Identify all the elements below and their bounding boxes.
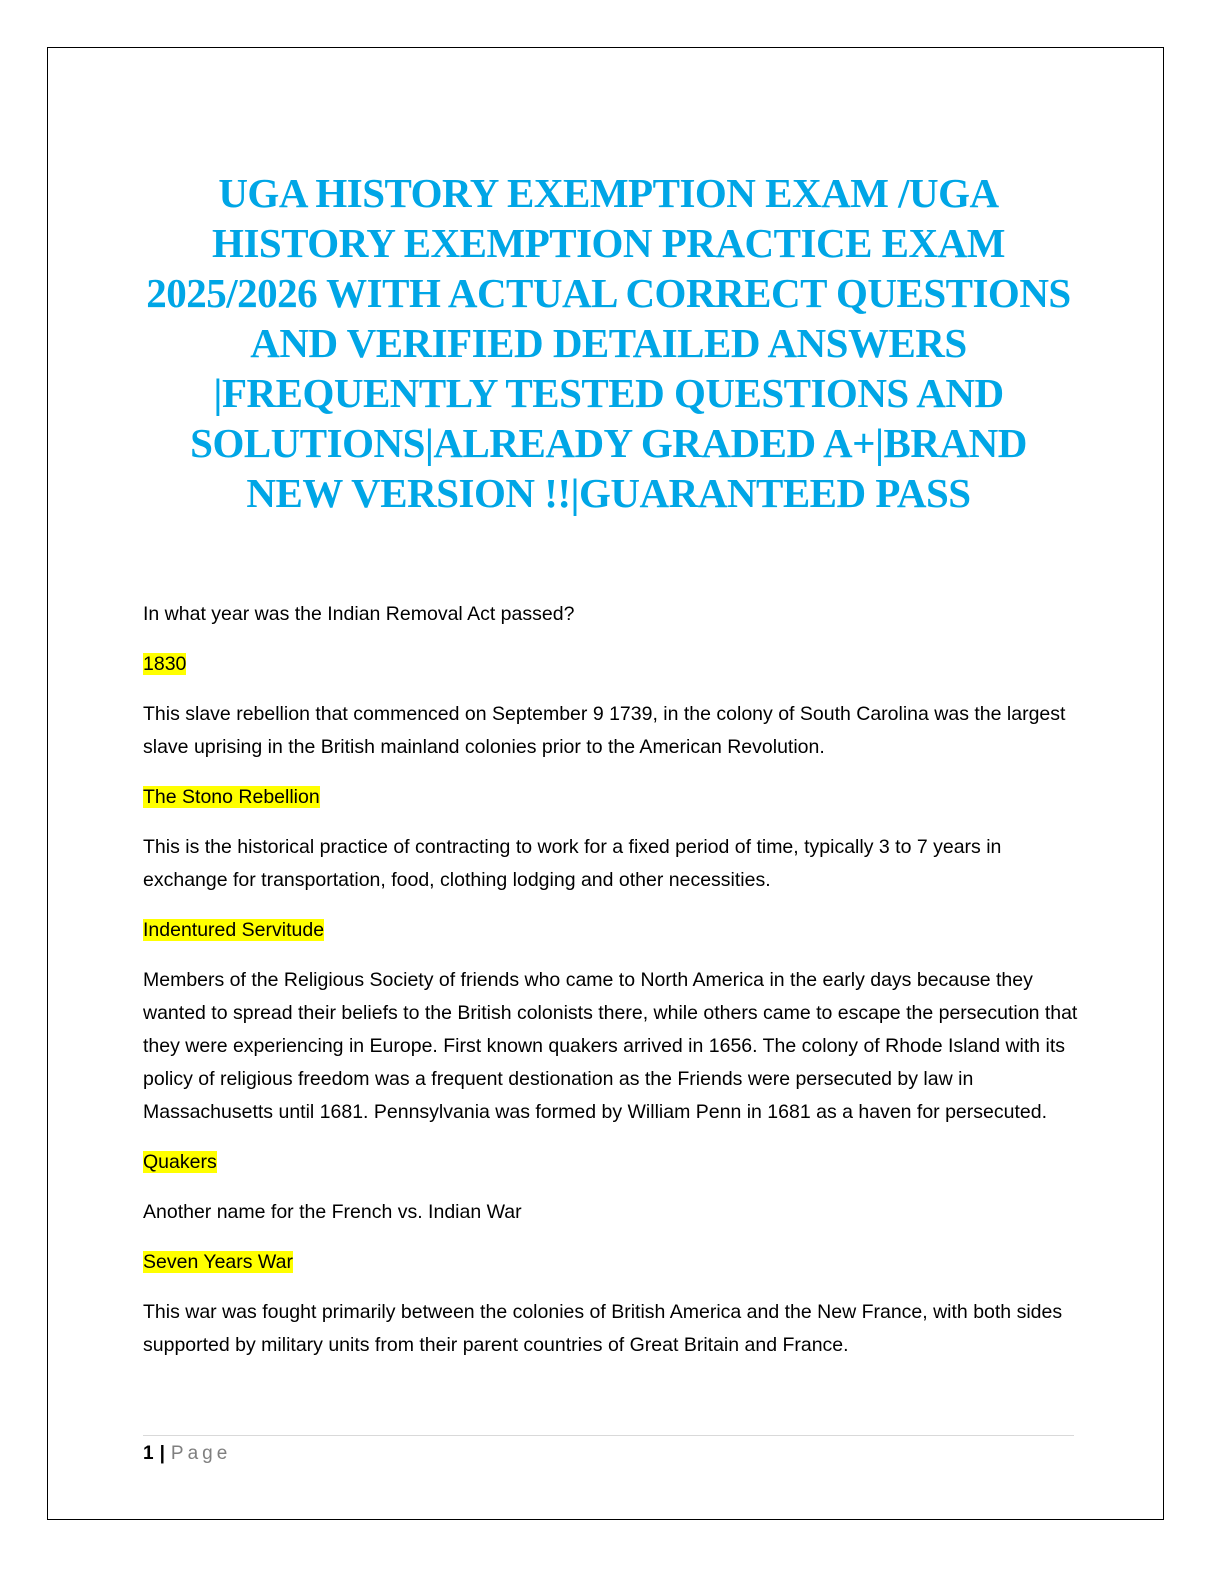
page-footer [143, 1441, 231, 1467]
page-number: 1 [143, 1443, 154, 1464]
question-text: This slave rebellion that commenced on September 9 1739, in the colony of South Carolina was the largest slave uprising in the British mainland colonies prior to the American Revolution. [143, 703, 1066, 758]
answer-highlight: The Stono Rebellion [143, 786, 320, 808]
question-text: Another name for the French vs. Indian War [143, 1201, 522, 1223]
question-text: In what year was the Indian Removal Act passed? [143, 603, 575, 625]
page-label: Page [170, 1443, 232, 1464]
document-title: UGA HISTORY EXEMPTION EXAM /UGA HISTORY EXEMPTION PRACTICE EXAM 2025/2026 WITH ACTUAL CORRECT QUESTIONS AND VERIFIED DETAILED ANSWERS |FREQUENTLY TESTED QUESTIONS AND SOLUTIONS|ALREADY GRADED A+|BRAND NEW VERSION !!|GUARANTEED PASS [146, 170, 1071, 516]
footer-separator: | [159, 1443, 165, 1464]
question-text: Members of the Religious Society of friends who came to North America in the early days because they wanted to spread their beliefs to the British colonists there, while others came to escape the persecution that they were experiencing in Europe. First known quakers arrived in 1656. The colony of Rhode Island with its policy of religious freedom was a frequent destionation as the Friends were persecuted by law in Massachusetts until 1681. Pennsylvania was formed by William Penn in 1681 as a haven for persecuted. [143, 969, 1078, 1123]
answer-highlight: 1830 [143, 653, 187, 675]
answer-text [143, 914, 1078, 947]
answer-text [143, 1246, 1078, 1279]
answer-highlight: Quakers [143, 1151, 217, 1173]
footer-divider [143, 1435, 1074, 1436]
answer-highlight: Indentured Servitude [143, 919, 325, 941]
answer-highlight: Seven Years War [143, 1251, 293, 1273]
answer-text [143, 781, 1078, 814]
answer-text [143, 1146, 1078, 1179]
qa-list [143, 598, 1078, 1379]
question-text: This war was fought primarily between the colonies of British America and the New France, with both sides supported by military units from their parent countries of Great Britain and France. [143, 1301, 1063, 1356]
answer-text [143, 648, 1078, 681]
question-text: This is the historical practice of contracting to work for a fixed period of time, typically 3 to 7 years in exchange for transportation, food, clothing lodging and other necessities. [143, 836, 1002, 891]
